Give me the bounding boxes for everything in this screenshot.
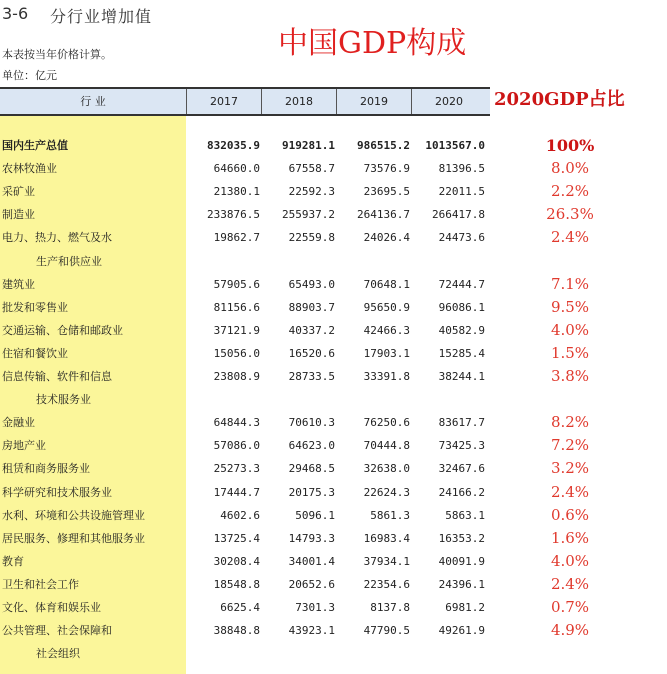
value-cell-2018: 7301.3 [295,601,335,614]
share-cell: 3.8% [550,367,590,385]
industry-name: 建筑业 [2,277,35,291]
share-cell: 3.2% [550,459,590,478]
value-cell-2018: 255937.2 [282,208,335,222]
table-row [0,573,590,596]
value-cell-2020: 1013567.0 [425,139,485,152]
value-cell-2020: 96086.1 [438,300,485,314]
value-cell-2017: 21380.1 [213,185,260,199]
table-row [0,596,590,619]
value-cell-2019: 22354.6 [363,577,410,591]
table-row [0,273,590,296]
share-cell: 2.4% [550,574,590,593]
value-cell-2017: 81156.6 [213,300,260,314]
share-cell: 0.7% [550,598,590,616]
table-row [0,642,490,665]
value-cell-2019: 47790.5 [363,624,410,638]
value-cell-2019: 986515.2 [357,139,410,152]
table-row [0,250,490,273]
industry-name: 电力、热力、燃气及水 [2,231,112,245]
industry-name: 水利、环境和公共设施管理业 [2,508,145,522]
value-cell-2020: 6981.2 [445,601,485,614]
value-cell-2020: 49261.9 [438,624,485,638]
value-cell-2018: 29468.5 [288,462,335,476]
value-cell-2020: 32467.6 [438,462,485,476]
share-cell: 4.9% [550,621,590,640]
value-cell-2019: 37934.1 [363,554,410,568]
value-cell-2020: 16353.2 [438,531,485,545]
value-cell-2019: 73576.9 [363,162,410,176]
value-cell-2017: 17444.7 [213,485,260,499]
header-year-2017: 2017 [210,95,238,108]
value-cell-2017: 233876.5 [207,208,260,222]
value-cell-2018: 70610.3 [288,416,335,430]
value-cell-2017: 15056.0 [213,346,260,360]
industry-name: 文化、体育和娱乐业 [2,601,101,614]
value-cell-2018: 16520.6 [288,346,335,360]
table-header [0,87,490,116]
value-cell-2019: 95650.9 [363,300,410,314]
value-cell-2017: 6625.4 [220,601,260,614]
value-cell-2018: 28733.5 [288,370,335,383]
industry-name: 租赁和商务服务业 [2,462,90,476]
share-cell: 4.0% [550,320,590,339]
value-cell-2018: 5096.1 [295,508,335,522]
value-cell-2018: 20175.3 [288,485,335,499]
value-cell-2019: 42466.3 [363,323,410,337]
value-cell-2017: 19862.7 [213,231,260,245]
unit-label: 单位：亿元 [2,69,57,82]
industry-name: 国内生产总值 [2,139,68,152]
value-cell-2018: 22559.8 [288,231,335,245]
header-industry: 行 业 [80,95,106,108]
value-cell-2020: 24166.2 [438,485,485,499]
industry-name: 批发和零售业 [2,300,68,314]
industry-name: 技术服务业 [36,393,91,407]
value-cell-2018: 22592.3 [288,185,335,199]
table-row [0,365,590,388]
share-cell: 8.2% [550,413,590,432]
table-row [0,457,590,480]
value-cell-2020: 24396.1 [438,577,485,591]
share-cell: 4.0% [550,551,590,570]
industry-name: 住宿和餐饮业 [2,346,68,360]
value-cell-2019: 76250.6 [363,416,410,430]
value-cell-2017: 37121.9 [213,323,260,337]
value-cell-2020: 38244.1 [438,370,485,383]
value-cell-2017: 38848.8 [213,624,260,638]
value-cell-2017: 30208.4 [213,554,260,568]
table-row [0,203,594,226]
industry-name: 生产和供应业 [36,254,102,268]
value-cell-2019: 5861.3 [370,508,410,522]
value-cell-2018: 65493.0 [288,277,335,291]
industry-name: 公共管理、社会保障和 [2,624,112,638]
industry-name: 房地产业 [2,439,46,453]
value-cell-2018: 40337.2 [288,323,335,337]
share-cell: 26.3% [546,205,594,224]
value-cell-2017: 13725.4 [213,531,260,545]
table-row [0,619,590,642]
value-cell-2020: 5863.1 [445,508,485,522]
value-cell-2018: 67558.7 [288,162,335,176]
value-cell-2018: 14793.3 [288,531,335,545]
industry-name: 社会组织 [36,647,80,661]
table-row [0,411,590,434]
industry-name: 采矿业 [2,185,35,199]
header-year-2018: 2018 [285,95,313,108]
value-cell-2017: 4602.6 [220,508,260,522]
value-cell-2020: 24473.6 [438,231,485,245]
value-cell-2020: 83617.7 [438,416,485,430]
share-cell: 2.4% [550,228,590,247]
industry-name: 交通运输、仓储和邮政业 [2,323,123,337]
value-cell-2019: 70648.1 [363,277,410,291]
value-cell-2019: 70444.8 [363,439,410,453]
value-cell-2017: 64844.3 [213,416,260,430]
value-cell-2018: 64623.0 [288,439,335,453]
value-cell-2020: 266417.8 [432,208,485,222]
table-row [0,434,590,457]
value-cell-2019: 264136.7 [357,208,410,222]
table-row [0,226,590,249]
value-cell-2017: 64660.0 [213,162,260,176]
industry-name: 金融业 [2,416,35,430]
industry-name: 卫生和社会工作 [2,577,79,591]
share-cell: 2.4% [550,482,590,501]
value-cell-2018: 88903.7 [288,300,335,314]
value-cell-2017: 25273.3 [213,462,260,476]
industry-name: 教育 [2,554,24,568]
table-row [0,504,590,527]
value-cell-2018: 919281.1 [282,139,335,152]
value-cell-2019: 16983.4 [363,531,410,545]
value-cell-2020: 72444.7 [438,277,485,291]
header-year-2019: 2019 [360,95,388,108]
value-cell-2019: 23695.5 [363,185,410,199]
table-row [0,550,590,573]
share-cell: 7.1% [550,274,590,293]
industry-name: 科学研究和技术服务业 [2,485,112,499]
value-cell-2020: 81396.5 [438,162,485,176]
table-row [0,481,590,504]
value-cell-2017: 832035.9 [207,139,260,152]
table-number: 3-6 [2,4,29,23]
share-cell: 1.6% [550,528,590,547]
table-row [0,157,590,180]
value-cell-2017: 57905.6 [213,277,260,291]
share-column-header: 2020GDP占比 [494,89,625,110]
value-cell-2017: 23808.9 [213,370,260,383]
overlay-title: 中国GDP构成 [278,26,467,61]
table-row [0,134,595,157]
value-cell-2020: 73425.3 [438,439,485,453]
value-cell-2017: 57086.0 [213,439,260,453]
table-row [0,388,490,411]
value-cell-2017: 18548.8 [213,577,260,591]
table-row [0,527,590,550]
table-note: 本表按当年价格计算。 [2,48,112,61]
share-cell: 7.2% [550,436,590,455]
share-cell: 1.5% [550,343,590,362]
share-cell: 8.0% [550,159,590,178]
industry-name: 信息传输、软件和信息 [2,370,112,383]
table-row [0,342,590,365]
value-cell-2020: 15285.4 [438,346,485,360]
value-cell-2019: 33391.8 [363,370,410,383]
share-cell: 0.6% [550,505,590,524]
value-cell-2019: 32638.0 [363,462,410,476]
industry-name: 居民服务、修理和其他服务业 [2,531,145,545]
value-cell-2020: 22011.5 [438,185,485,199]
value-cell-2018: 34001.4 [288,554,335,568]
table-row [0,296,590,319]
table-row [0,319,590,342]
value-cell-2019: 22624.3 [363,485,410,499]
value-cell-2020: 40091.9 [438,554,485,568]
value-cell-2020: 40582.9 [438,323,485,337]
industry-name: 制造业 [2,208,35,222]
value-cell-2018: 43923.1 [288,624,335,638]
header-year-2020: 2020 [435,95,463,108]
industry-name: 农林牧渔业 [2,162,57,176]
share-cell: 2.2% [550,182,590,201]
value-cell-2019: 8137.8 [370,601,410,614]
table-row [0,180,590,203]
share-cell: 9.5% [550,297,590,316]
value-cell-2018: 20652.6 [288,577,335,591]
table-title: 分行业增加值 [50,7,153,26]
value-cell-2019: 24026.4 [363,231,410,245]
share-cell: 100% [545,136,595,155]
value-cell-2019: 17903.1 [363,346,410,360]
